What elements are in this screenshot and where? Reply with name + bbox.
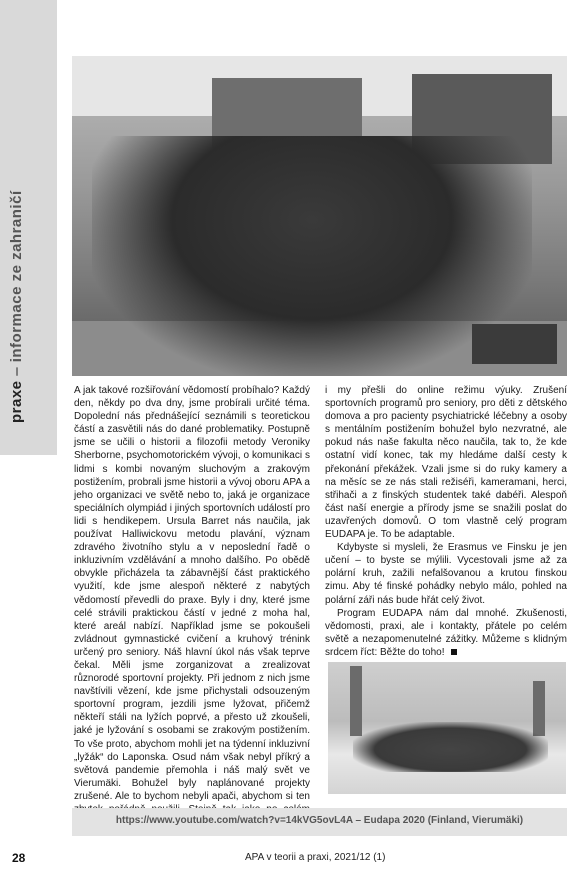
paragraph: i my přešli do online režimu výuky. Zrušení sportovních programů pro seniory, pro děti z dětského domova a pro pacienty psychiatrické léčebny a osoby s mentálním postižením bohužel bylo nezvratné, ale pokud nás naše fakulta něco naučila, tak to, že kde ostatní vidí konec, tak my hledáme další cesty k překonání překážek. Vzali jsme si do ruky kamery a na měsíc se ze nás stali režiséři, kameramani, herci, střihači a z finských studentek také dabéři. Alespoň část naší energie a přírody jsme se snažili poslat do uzavřených domovů. O tom vlastně celý program EUDAPA je. To be adaptable. (325, 385, 567, 541)
paragraph: Kdybyste si mysleli, že Erasmus ve Finsku je jen učení – to byste se mýlili. Vycestovali jsme až za polární kruh, zažili nefalšovanou a krutou finskou zimu. Aby té finské pohádky nebylo málo, pohled na polární záři nás bude hřát celý život. (325, 542, 567, 606)
photo-mat (472, 324, 557, 364)
paragraph (325, 607, 567, 659)
section-name: praxe (8, 380, 25, 423)
photo-people (92, 136, 532, 376)
snow-group-photo (328, 662, 566, 794)
subsection-name: informace ze zahraničí (8, 190, 25, 363)
paragraph: A jak takové rozšiřování vědomostí probíhalo? Každý den, někdy po dva dny, jsme probírali určité téma. Dopolední nás přednášející seznámili s teoretickou částí a zasvětili nás do dané problematiky. Postupně jsme se učili o historii a filozofii metody Veroniky Sherborne, psychomotorickém vývoji, o komunikaci s lidmi s kombi novaným sluchovým a zrakovým postižením, probrali jsme historii a vývoj oboru APA a jeho organizaci ve světě nebo to, jaká je organizace speciálních olympiád i jiných sportovních událostí pro lidi s hendikepem. Ursula Barret nás naučila, jak používat Halliwickovu metodu plavání, význam zdravého životního stylu a v neposlední řadě o inkluzivním vzdělávání a mnoho dalšího. Po obědě obvykle přicházela ta zábavnější část praktického využití, kde jsme alespoň některé z nabytých vědomostí převedli do praxe. Byly i dny, které jsme celé strávili praktickou částí v jedné z moha hal, které areál nabízí. Například jsme se pokoušeli zvládnout gymnastické cvičení a kruhový trénink určený pro seniory. Náš hlavní úkol nás však teprve čekal. Měli jsme zorganizovat a zrealizovat různorodé sportovní projekty. Při jednom z nich jsme navštívili vězení, kde jsme přichystali odsouzeným sportovní program, jezdili jsme lyžovat, přičemž někteří stáli na lyžích poprvé, a přesto už zkoušeli, jaké je lyžování s osobami se zrakovým postižením. To vše proto, abychom mohli jet na týdenní inkluzivní „lyžák“ do Laponska. Osud nám však nebyl příkrý a světová pandemie přemohla i náš malý svět ve Vierumäki. Bohužel byly naplánované projekty zrušené. Ale to bychom nebyli apači, abychom si ten (74, 385, 310, 802)
group-photo (72, 56, 567, 376)
publication-info: APA v teorii a praxi, 2021/12 (1) (245, 852, 386, 863)
video-link-bar (72, 808, 567, 836)
section-label (8, 190, 25, 423)
end-of-article-icon (451, 649, 457, 655)
article-left-column (74, 384, 310, 829)
page-number: 28 (12, 851, 26, 865)
video-link[interactable]: https://www.youtube.com/watch?v=14kVG5ovL4A – Eudapa 2020 (Finland, Vierumäki) (115, 815, 524, 826)
article-right-column (325, 384, 567, 659)
section-separator: – (8, 362, 25, 381)
closing-text: Program EUDAPA nám dal mnohé. Zkušenosti, vědomosti, praxi, ale i kontakty, přátele po celém světě a nezapomenutelné zážitky. Můžeme s klidným srdcem říct: Běžte do toho! (325, 607, 567, 658)
photo-people (353, 722, 548, 772)
